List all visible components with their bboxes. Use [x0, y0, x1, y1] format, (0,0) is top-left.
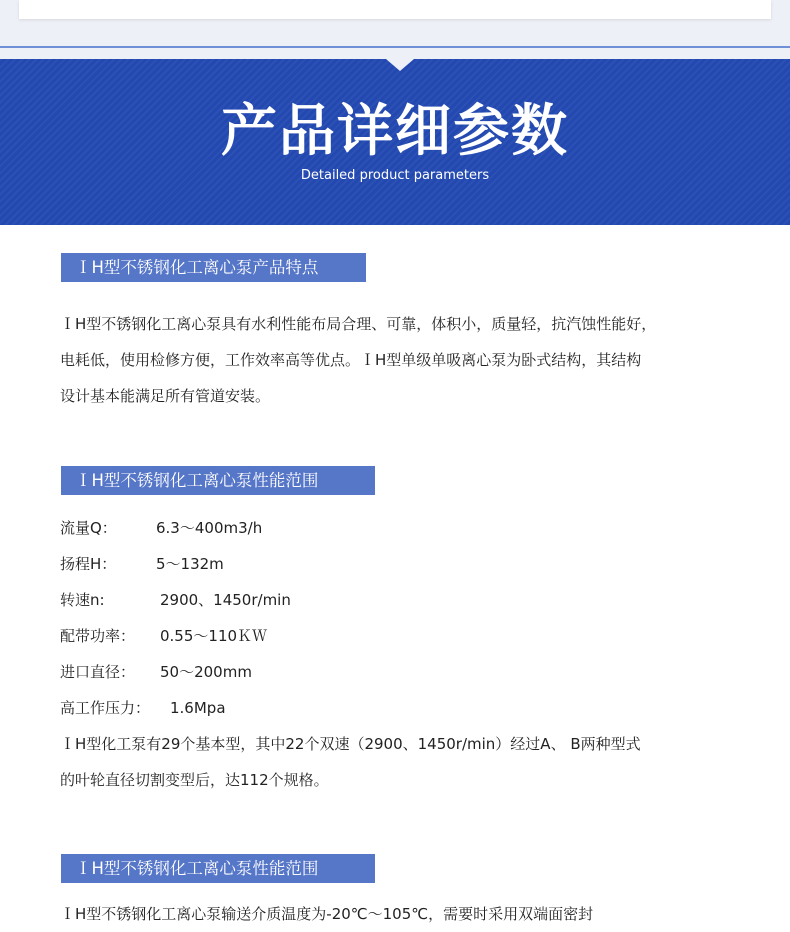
spec-label: 进口直径：: [60, 663, 136, 681]
section-heading-features: ＩH型不锈钢化工离心泵产品特点: [61, 253, 366, 282]
performance-line-1: ＩH型化工泵有29个基本型，其中22个双速（2900、1450r/min）经过A、 B两种型式: [60, 735, 641, 753]
banner-subtitle: Detailed product parameters: [300, 168, 490, 183]
performance-line-2: 的叶轮直径切割变型后，达112个规格。: [60, 771, 329, 789]
section-banner: [0, 59, 790, 225]
spec-label: 配带功率：: [60, 627, 136, 645]
performance2-line-1: ＩH型不锈钢化工离心泵输送介质温度为-20℃～105℃，需要时采用双端面密封: [60, 905, 594, 923]
section-heading-performance: ＩH型不锈钢化工离心泵性能范围: [61, 466, 375, 495]
spec-value: 50～200mm: [160, 663, 252, 681]
banner-title: 产品详细参数: [221, 99, 569, 164]
banner-notch: [386, 59, 414, 71]
spec-value: 6.3～400m3/h: [156, 519, 263, 537]
spec-label: 流量Q：: [60, 519, 117, 537]
spec-row-power: [60, 618, 268, 654]
features-line-1: ＩH型不锈钢化工离心泵具有水利性能布局合理、可靠，体积小，质量轻，抗汽蚀性能好，: [60, 315, 657, 333]
spec-label: 转速n:: [60, 591, 105, 609]
features-line-3: 设计基本能满足所有管道安装。: [60, 387, 271, 405]
features-line-2: 电耗低，使用检修方便，工作效率高等优点。ＩH型单级单吸离心泵为卧式结构，其结构: [60, 351, 642, 369]
top-divider: [0, 46, 790, 48]
top-band: [0, 0, 790, 59]
spec-value: 5～132m: [156, 555, 224, 573]
spec-label: 扬程H：: [60, 555, 117, 573]
spec-row-speed: [60, 582, 291, 618]
spec-value: 2900、1450r/min: [160, 591, 291, 609]
spec-value: 1.6Mpa: [170, 699, 226, 717]
spec-row-pressure: [60, 690, 226, 726]
spec-row-flow: [60, 510, 263, 546]
section-heading-performance-2: ＩH型不锈钢化工离心泵性能范围: [61, 854, 375, 883]
spec-label: 高工作压力：: [60, 699, 151, 717]
spec-row-inlet: [60, 654, 252, 690]
spec-value: 0.55～110ＫＷ: [160, 627, 268, 645]
top-card: [19, 0, 771, 19]
spec-row-head: [60, 546, 224, 582]
